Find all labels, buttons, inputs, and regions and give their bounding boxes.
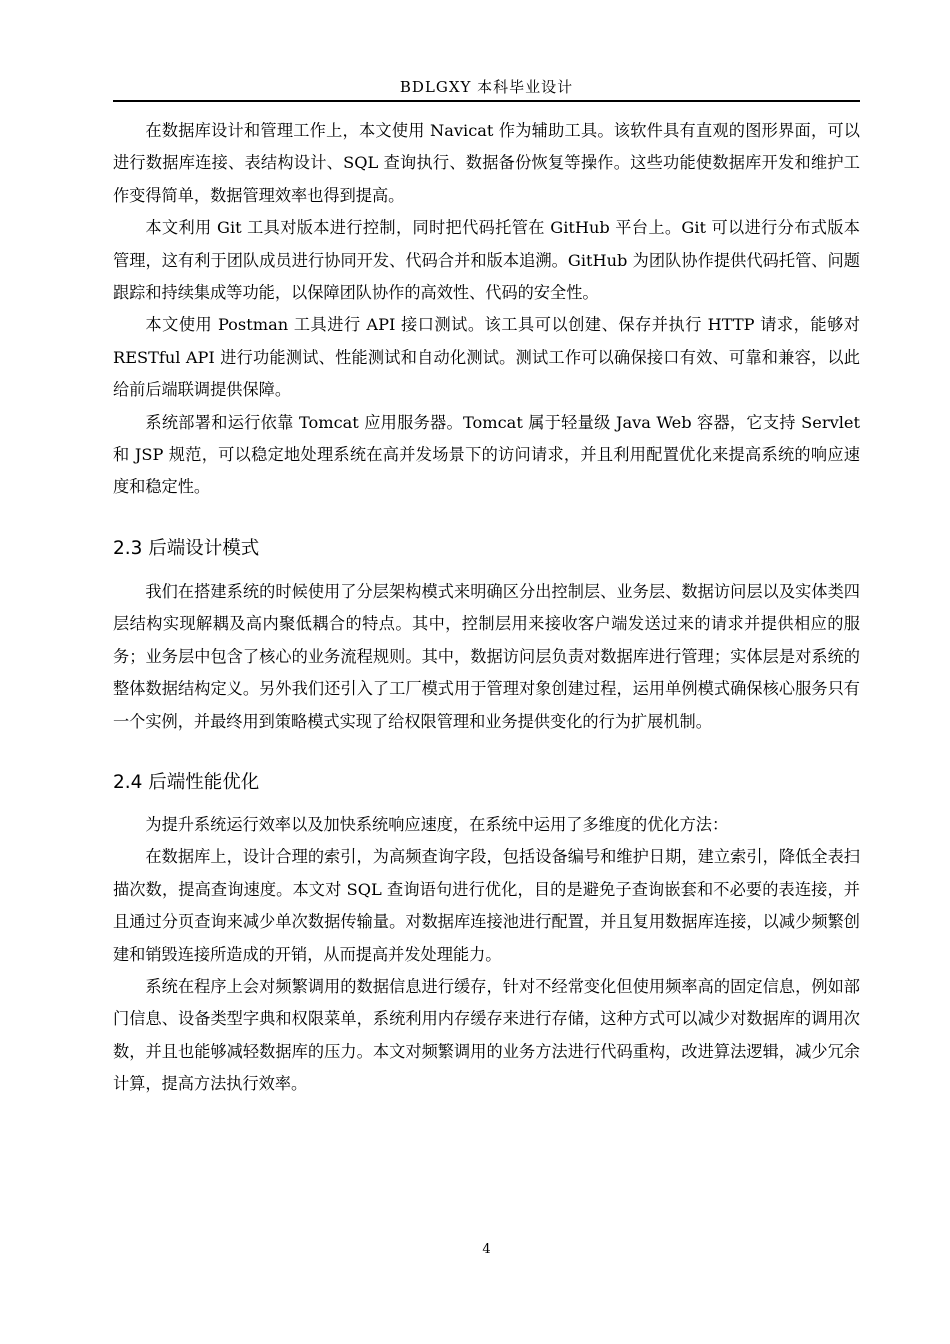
section-heading-2-4: 2.4 后端性能优化 — [113, 771, 260, 793]
running-header: BDLGXY 本科毕业设计 — [399, 78, 574, 96]
paragraph-git: 本文利用 Git 工具对版本进行控制，同时把代码托管在 GitHub 平台上。Git 可以进行分布式版本管理，这有利于团队成员进行协同开发、代码合并和版本追溯。GitHub 为团队协作提供代码托管、问题跟踪和持续集成等功能，以保障团队协作的高效性、代码的安全性。 — [113, 218, 860, 303]
header-rule — [113, 100, 860, 102]
paragraph-database-optimization: 在数据库上，设计合理的索引，为高频查询字段，包括设备编号和维护日期，建立索引，降低全表扫描次数，提高查询速度。本文对 SQL 查询语句进行优化，目的是避免子查询嵌套和不必要的表连接，并且通过分页查询来减少单次数据传输量。对数据库连接池进行配置，并且复用数据库连接，以减少频繁创建和销毁连接所造成的开销，从而提高并发处理能力。 — [113, 847, 860, 964]
paragraph-postman: 本文使用 Postman 工具进行 API 接口测试。该工具可以创建、保存并执行 HTTP 请求，能够对 RESTful API 进行功能测试、性能测试和自动化测试。测试工作可以确保接口有效、可靠和兼容，以此给前后端联调提供保障。 — [113, 315, 860, 400]
paragraph-design-pattern: 我们在搭建系统的时候使用了分层架构模式来明确区分出控制层、业务层、数据访问层以及实体类四层结构实现解耦及高内聚低耦合的特点。其中，控制层用来接收客户端发送过来的请求并提供相应的服务；业务层中包含了核心的业务流程规则。其中，数据访问层负责对数据库进行管理；实体层是对系统的整体数据结构定义。另外我们还引入了工厂模式用于管理对象创建过程，运用单例模式确保核心服务只有一个实例，并最终用到策略模式实现了给权限管理和业务提供变化的行为扩展机制。 — [113, 581, 860, 731]
page-number: 4 — [482, 1242, 491, 1257]
paragraph-cache-optimization: 系统在程序上会对频繁调用的数据信息进行缓存，针对不经常变化但使用频率高的固定信息，例如部门信息、设备类型字典和权限菜单，系统利用内存缓存来进行存储，这种方式可以减少对数据库的调用次数，并且也能够减轻数据库的压力。本文对频繁调用的业务方法进行代码重构，改进算法逻辑，减少冗余计算，提高方法执行效率。 — [113, 976, 860, 1094]
paragraph-optimization-intro: 为提升系统运行效率以及加快系统响应速度，在系统中运用了多维度的优化方法： — [145, 814, 729, 834]
section-heading-2-3: 2.3 后端设计模式 — [113, 537, 260, 559]
paragraph-tomcat: 系统部署和运行依靠 Tomcat 应用服务器。Tomcat 属于轻量级 Java Web 容器，它支持 Servlet 和 JSP 规范，可以稳定地处理系统在高并发场景下的访问请求，并且利用配置优化来提高系统的响应速度和稳定性。 — [113, 412, 860, 497]
body-content — [113, 115, 860, 1101]
paragraph-navicat: 在数据库设计和管理工作上，本文使用 Navicat 作为辅助工具。该软件具有直观的图形界面，可以进行数据库连接、表结构设计、SQL 查询执行、数据备份恢复等操作。这些功能使数据库开发和维护工作变得简单，数据管理效率也得到提高。 — [113, 121, 860, 205]
